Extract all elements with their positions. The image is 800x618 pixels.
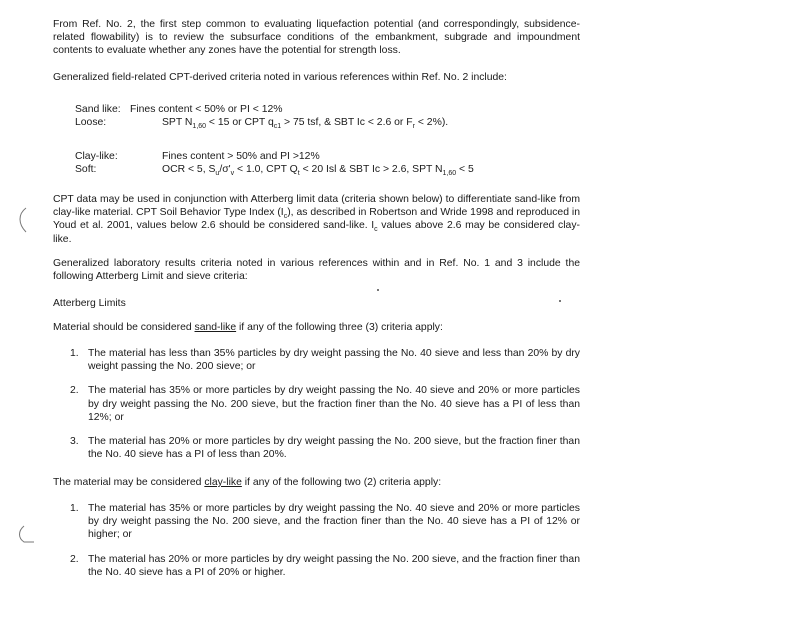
margin-bracket-mark: [14, 524, 38, 548]
margin-bracket-mark: [14, 206, 34, 234]
list-item: 2. The material has 35% or more particles by dry weight passing the No. 40 sieve and 20% or more particles by dry weight passing the No. 200 sieve, but the fraction finer than the No. 40 sieve has a PI of less than 12%; or: [70, 385, 580, 423]
sand-like-criteria-list: [53, 347, 580, 461]
loose-label: Loose:: [75, 117, 107, 128]
intro-paragraph: From Ref. No. 2, the first step common to evaluating liquefaction potential (and correspondingly, subsidence-related flowability) is to review the subsurface conditions of the embankment, subgrade and impoundment contents to evaluate whether any zones have the potential for strength loss.: [53, 19, 580, 57]
clay-like-criteria: [75, 150, 555, 176]
sand-like-label: Sand like:: [75, 104, 121, 115]
clay-like-criteria-list: [53, 502, 580, 579]
list-item: 2. The material has 20% or more particles by dry weight passing the No. 200 sieve, and the fraction finer than the No. 40 sieve has a PI of 20% or higher.: [70, 553, 580, 578]
sand-like-fines: Fines content < 50% or PI < 12%: [130, 104, 283, 115]
lab-criteria-heading: Generalized laboratory results criteria noted in various references within and in Ref. No. 1 and 3 include the following Atterberg Limit and sieve criteria:: [53, 258, 580, 283]
cpt-paragraph: CPT data may be used in conjunction with Atterberg limit data (criteria shown below) to differentiate sand-like from clay-like material. CPT Soil Behavior Type Index $(I_c)$, as described in Robertson and Wride 1998 and reproduced in Youd et al. 2001, values below 2.6 should be considered sand-like. $I_c$ values above 2.6 may be considered clay-like.: [53, 194, 580, 245]
soft-label: Soft:: [75, 164, 97, 175]
sand-like-rule: Material should be considered sand-like if any of the following three (3) criteria apply:: [53, 322, 443, 333]
list-item: 1. The material has 35% or more particles by dry weight passing the No. 40 sieve and 20% or more particles by dry weight passing the No. 200 sieve, and the fraction finer than the No. 40 sieve has a PI of 12% or higher; or: [70, 503, 580, 541]
loose-criteria: SPT $N_{1,60} < 15$ or CPT $q_{c1} > 75$ tsf, & SBT Ic < 2.6 or $F_r < 2\%$).: [162, 117, 449, 131]
list-item: 3. The material has 20% or more particles by dry weight passing the No. 200 sieve, but the fraction finer than the No. 40 sieve has a PI of less than 20%.: [70, 436, 580, 461]
scan-speck: [377, 289, 379, 291]
cpt-criteria-heading: Generalized field-related CPT-derived criteria noted in various references within Ref. No. 2 include:: [53, 72, 507, 83]
clay-like-fines: Fines content > 50% and PI >12%: [162, 151, 320, 162]
atterberg-limits-title: Atterberg Limits: [53, 298, 126, 309]
list-item: 1. The material has less than 35% particles by dry weight passing the No. 40 sieve and less than 20% by dry weight passing the No. 200 sieve; or: [70, 348, 580, 373]
soft-criteria: OCR < 5, $S_u/\sigma'_v < 1.0$, CPT $Q_t < 20$ Isl & SBT Ic > 2.6, SPT $N_{1,60} < 5$: [162, 164, 474, 178]
clay-like-label: Clay-like:: [75, 151, 118, 162]
scan-speck: [559, 300, 561, 302]
sand-like-criteria: [75, 103, 555, 129]
clay-like-rule: The material may be considered clay-like if any of the following two (2) criteria apply:: [53, 477, 442, 488]
